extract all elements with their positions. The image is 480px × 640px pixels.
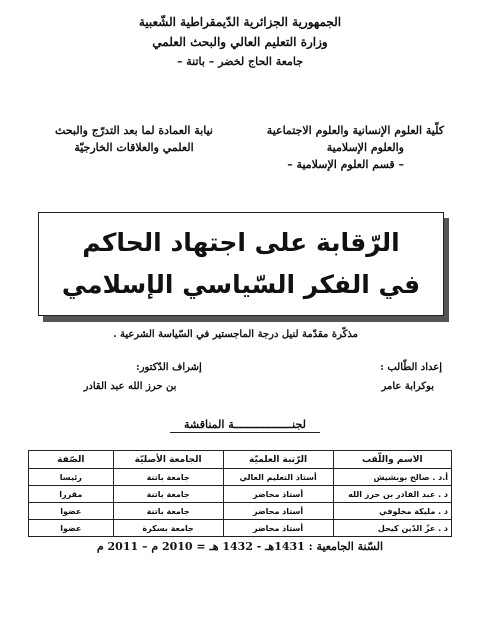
col-header-name: الاسم واللّقب: [333, 451, 451, 469]
deanship-line-2: العلمي والعلاقات الخارجيّة: [74, 141, 194, 154]
republic-name: الجمهورية الجزائرية الدّيمقراطية الشّعبية: [138, 15, 342, 29]
thesis-title-line-2: في الفكر السّياسي الإسلامي: [61, 270, 421, 299]
deanship-block: [34, 122, 234, 156]
member-rank: أستاذ محاضر: [223, 503, 333, 520]
member-name: د . عبد القادر بن حرز الله: [333, 486, 451, 503]
committee-header-row: [29, 451, 452, 469]
table-row: [29, 503, 452, 520]
thesis-title-box: [38, 212, 444, 316]
deanship-line-1: نيابة العمادة لما بعد التدرّج والبحث: [55, 124, 213, 137]
member-university: جامعة باتنة: [113, 469, 223, 486]
student-name: بوكرابة عامر: [381, 381, 434, 392]
supervisor-label: إشراف الدّكتور:: [136, 362, 202, 373]
student-label: إعداد الطّالب :: [380, 362, 442, 373]
member-name: د . عزّ الدّين كيحل: [333, 520, 451, 537]
member-role: رئيسا: [29, 469, 114, 486]
col-header-university: الجامعة الأصليّة: [113, 451, 223, 469]
col-header-role: الصّفة: [29, 451, 114, 469]
faculty-block: [234, 122, 444, 173]
academic-year: السّنة الجامعية : 1431هـ - 1432 هـ = 2010 م – 2011 م: [96, 540, 384, 553]
member-name: أ.د . صالح بوبشيش: [333, 469, 451, 486]
table-row: [29, 486, 452, 503]
committee-heading: لجنــــــــــــــــــة المناقشة: [170, 418, 320, 433]
committee-table: [28, 450, 452, 537]
col-header-rank: الرّتبة العلميّة: [223, 451, 333, 469]
member-university: جامعة بسكرة: [113, 520, 223, 537]
member-rank: أستاذ محاضر: [223, 520, 333, 537]
member-rank: أستاذ محاضر: [223, 486, 333, 503]
table-row: [29, 469, 452, 486]
table-row: [29, 520, 452, 537]
member-role: مقررا: [29, 486, 114, 503]
member-university: جامعة باتنة: [113, 486, 223, 503]
thesis-title-line-1: الرّقابة على اجتهاد الحاكم: [82, 228, 400, 257]
member-university: جامعة باتنة: [113, 503, 223, 520]
member-name: د . مليكة مخلوفي: [333, 503, 451, 520]
faculty-name: كلّية العلوم الإنسانية والعلوم الاجتماعية: [266, 124, 444, 137]
member-rank: أستاذ التعليم العالي: [223, 469, 333, 486]
faculty-name-cont: والعلوم الإسلامية: [326, 141, 404, 154]
member-role: عضوا: [29, 520, 114, 537]
thesis-subtitle: مذكّرة مقدّمة لنيل درجة الماجستير في السّياسة الشرعية .: [113, 329, 358, 340]
member-role: عضوا: [29, 503, 114, 520]
university-name: جامعة الحاج لخضر – باتنة –: [176, 55, 304, 68]
department-name: – قسم العلوم الإسلامية –: [287, 158, 404, 171]
supervisor-name: بن حرز الله عبد القادر: [83, 381, 177, 392]
ministry-name: وزارة التعليم العالي والبحث العلمي: [152, 35, 328, 49]
